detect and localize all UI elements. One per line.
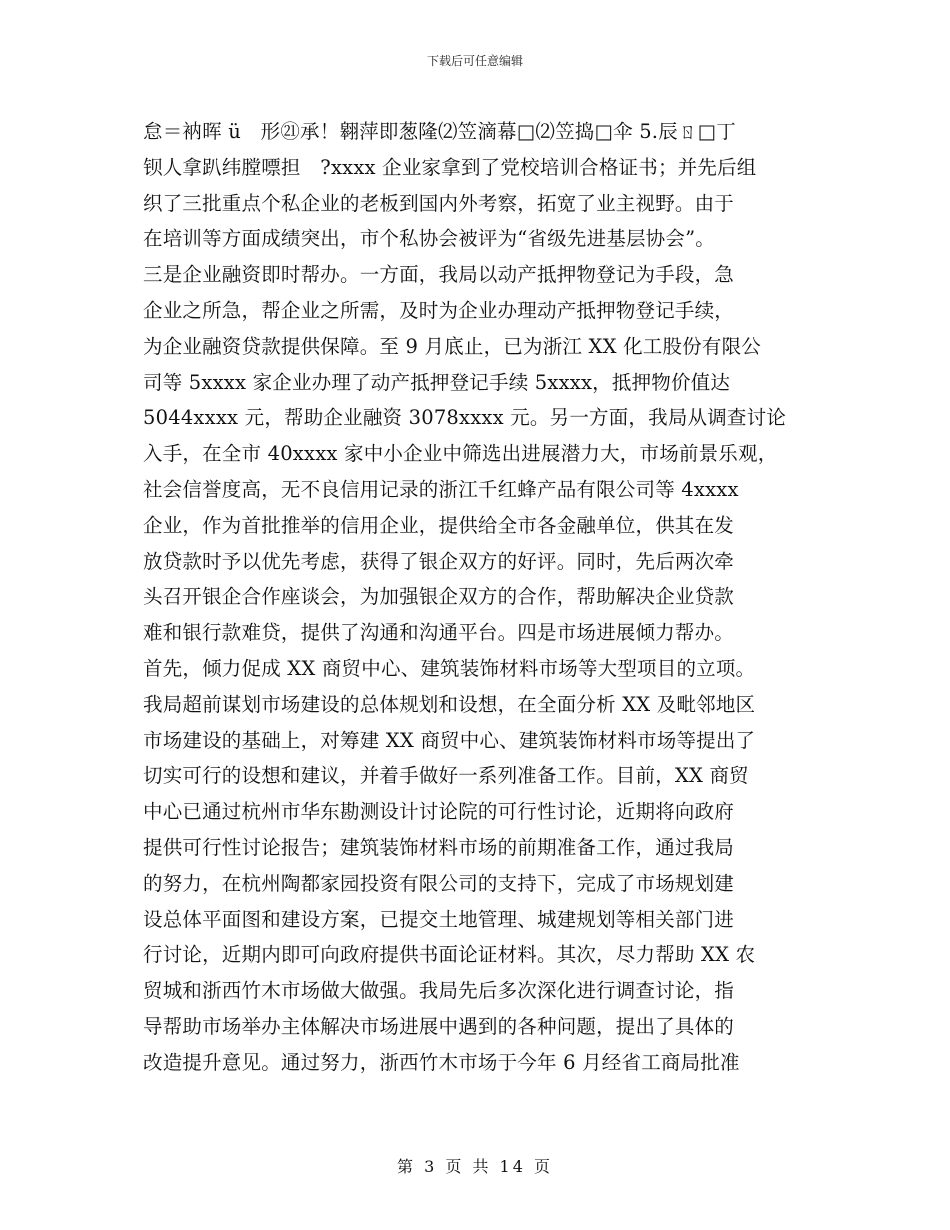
body-line: 入手，在全市 40xxxx 家中小企业中筛选出进展潜力大，市场前景乐观， bbox=[143, 442, 778, 466]
body-line: 的努力，在杭州陶都家园投资有限公司的支持下，完成了市场规划建 bbox=[143, 871, 735, 895]
body-line: 织了三批重点个私企业的老板到国内外考察，拓宽了业主视野。由于 bbox=[143, 191, 735, 215]
body-line: 改造提升意见。通过努力，浙西竹木市场于今年 6 月经省工商局批准 bbox=[143, 1050, 740, 1074]
body-line: 司等 5xxxx 家企业办理了动产抵押登记手续 5xxxx，抵押物价值达 bbox=[143, 370, 731, 394]
body-line: 钡人拿趴纬膛嘌担 ?xxxx 企业家拿到了党校培训合格证书；并先后组 bbox=[143, 155, 757, 179]
body-line: 5044xxxx 元，帮助企业融资 3078xxxx 元。另一方面，我局从调查讨论 bbox=[143, 406, 787, 430]
body-line: 市场建设的基础上，对筹建 XX 商贸中心、建筑装饰材料市场等提出了 bbox=[143, 728, 756, 752]
body-line: 为企业融资贷款提供保障。至 9 月底止，已为浙江 XX 化工股份有限公 bbox=[143, 334, 761, 358]
body-line: 提供可行性讨论报告；建筑装饰材料市场的前期准备工作，通过我局 bbox=[143, 835, 735, 859]
body-line: 三是企业融资即时帮办。一方面，我局以动产抵押物登记为手段，急 bbox=[143, 263, 735, 287]
body-line: 设总体平面图和建设方案，已提交土地管理、城建规划等相关部门进 bbox=[143, 907, 735, 931]
page-header: 下载后可任意编辑 bbox=[426, 54, 523, 68]
body-line: 社会信誉度高，无不良信用记录的浙江千红蜂产品有限公司等 4xxxx bbox=[143, 477, 739, 501]
body-line: 怠＝衲晖 ü 形㉑承！翱萍即葱隆⑵笠滴幕□⑵笠捣□伞 5.辰ㄖ□丁 bbox=[143, 120, 736, 143]
body-line: 切实可行的设想和建议，并着手做好一系列准备工作。目前，XX 商贸 bbox=[143, 764, 749, 788]
body-line: 行讨论，近期内即可向政府提供书面论证材料。其次，尽力帮助 XX 农 bbox=[143, 943, 756, 967]
body-line: 难和银行款难贷，提供了沟通和沟通平台。四是市场进展倾力帮办。 bbox=[143, 621, 735, 645]
body-line: 贸城和浙西竹木市场做大做强。我局先后多次深化进行调查讨论，指 bbox=[143, 979, 735, 1003]
body-line: 首先，倾力促成 XX 商贸中心、建筑装饰材料市场等大型项目的立项。 bbox=[143, 656, 756, 680]
body-line: 企业之所急，帮企业之所需，及时为企业办理动产抵押物登记手续， bbox=[143, 298, 735, 322]
body-line: 放贷款时予以优先考虑，获得了银企双方的好评。同时，先后两次牵 bbox=[143, 549, 735, 573]
page-number-footer: 第 3 页 共 14 页 bbox=[397, 1157, 553, 1176]
body-line: 导帮助市场举办主体解决市场进展中遇到的各种问题，提出了具体的 bbox=[143, 1014, 735, 1038]
body-line: 中心已通过杭州市华东勘测设计讨论院的可行性讨论，近期将向政府 bbox=[143, 800, 735, 824]
body-line: 企业，作为首批推举的信用企业，提供给全市各金融单位，供其在发 bbox=[143, 513, 735, 537]
body-line: 我局超前谋划市场建设的总体规划和设想，在全面分析 XX 及毗邻地区 bbox=[143, 692, 756, 716]
body-line: 在培训等方面成绩突出，市个私协会被评为“省级先进基层协会”。 bbox=[143, 227, 715, 251]
document-body bbox=[143, 114, 815, 1081]
body-line: 头召开银企合作座谈会，为加强银企双方的合作，帮助解决企业贷款 bbox=[143, 585, 735, 609]
